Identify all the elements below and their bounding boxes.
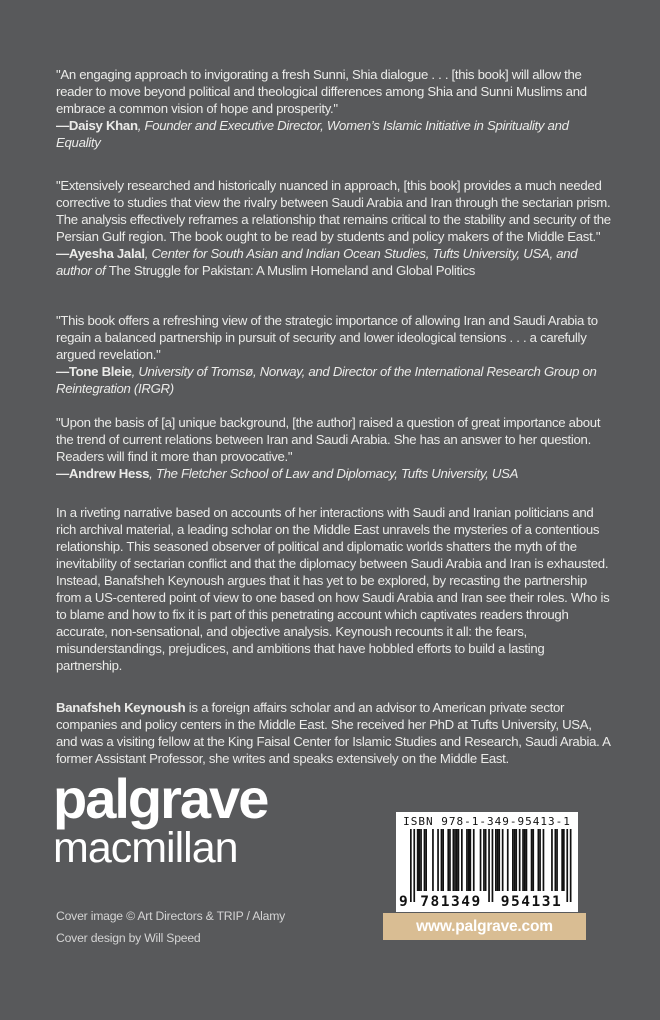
quote-text: "Extensively researched and historically nuanced in approach, [this book] provides a much needed corrective to studies that view the rivalry between Saudi Arabia and Iran through the sectarian prism. The analysis effectively reframes a relationship that remains critical to the stability and security of the Persian Gulf region. The book ought to be read by students and policy makers of the Middle East." (56, 178, 611, 244)
attribution-name: —Tone Bleie (56, 364, 132, 379)
ean-digits (396, 893, 578, 910)
attribution (56, 117, 612, 151)
attribution (56, 245, 612, 279)
ean-digit-group1: 781349 (420, 894, 482, 910)
quote-text: "An engaging approach to invigorating a fresh Sunni, Shia dialogue . . . [this book] will allow the reader to move beyond political and theological differences among Shia and Sunni Muslims and embrace a common vision of hope and prosperity." (56, 67, 587, 116)
attribution-work-title: The Struggle for Pakistan: A Muslim Homeland and Global Politics (108, 263, 476, 278)
quote-text: "This book offers a refreshing view of the strategic importance of allowing Iran and Saudi Arabia to regain a balanced partnership in pursuit of security and lower ideological tensions . . . a carefully argued revelation." (56, 313, 598, 362)
publisher-logo (53, 767, 268, 872)
blurb-section-2 (56, 177, 612, 279)
credits (56, 905, 285, 949)
author-bio (56, 699, 612, 767)
isbn-label: ISBN 978-1-349-95413-1 (403, 815, 571, 828)
attribution-name: —Ayesha Jalal (56, 246, 145, 261)
attribution-affiliation: , University of Tromsø, Norway, and Director of the International Research Group on Reintegration (IRGR) (56, 364, 597, 396)
credit-line-cover-image: Cover image © Art Directors & TRIP / Alamy (56, 909, 286, 923)
author-name: Banafsheh Keynoush (56, 700, 186, 715)
blurb-section-3 (56, 312, 612, 397)
credit-line-cover-design: Cover design by Will Speed (56, 931, 201, 945)
attribution-affiliation: , Center for South Asian and Indian Ocean Studies, Tufts University, USA, and author of (56, 246, 578, 278)
ean-digit-lead: 9 (399, 894, 408, 910)
attribution-affiliation: , Founder and Executive Director, Women’s Islamic Initiative in Spirituality and Equality (56, 118, 569, 150)
attribution-affiliation: , The Fletcher School of Law and Diplomacy, Tufts University, USA (149, 466, 519, 481)
logo-macmillan: macmillan (53, 824, 238, 872)
website-bar (383, 913, 586, 940)
quote-text: "Upon the basis of [a] unique background, [the author] raised a question of great importance about the trend of current relations between Iran and Saudi Arabia. She has an answer to her question. Readers will find it more than provocative." (56, 415, 601, 464)
author-bio-text: is a foreign affairs scholar and an advisor to American private sector companies and policy centers in the Middle East. She received her PhD at Tufts University, USA, and was a visiting fellow at the King Faisal Center for Islamic Studies and Research, Saudi Arabia. A former Assistant Professor, she writes and speaks extensively on the Middle East. (56, 700, 610, 766)
attribution-name: —Andrew Hess (56, 466, 150, 481)
ean-digit-group2: 954131 (500, 894, 563, 910)
blurb-section-4 (56, 414, 612, 482)
logo-palgrave: palgrave (53, 767, 268, 830)
book-description: In a riveting narrative based on accounts of her interactions with Saudi and Iranian politicians and rich archival material, a leading scholar on the Middle East unravels the mysteries of a contentious relationship. This seasoned observer of political and diplomatic worlds shatters the myth of the inevitability of sectarian conflict and that the diplomacy between Saudi Arabia and Iran is exhausted. Instead, Banafsheh Keynoush argues that it has yet to be explored, by recasting the partnership from a US-centered point of view to one based on how Saudi Arabia and Iran see their roles. Who is to blame and how to fix it is part of this penetrating account which captivates readers through accurate, non-sensational, and objective analysis. Keynoush recounts it all: the fears, misunderstandings, prejudices, and ambitions that have hobbled efforts to build a lasting partnership. (56, 505, 610, 673)
attribution (56, 363, 612, 397)
attribution-name: —Daisy Khan (56, 118, 138, 133)
blurb-section-1 (56, 66, 612, 151)
website-url: www.palgrave.com (416, 917, 553, 935)
attribution (56, 465, 612, 482)
barcode-panel (396, 812, 578, 912)
